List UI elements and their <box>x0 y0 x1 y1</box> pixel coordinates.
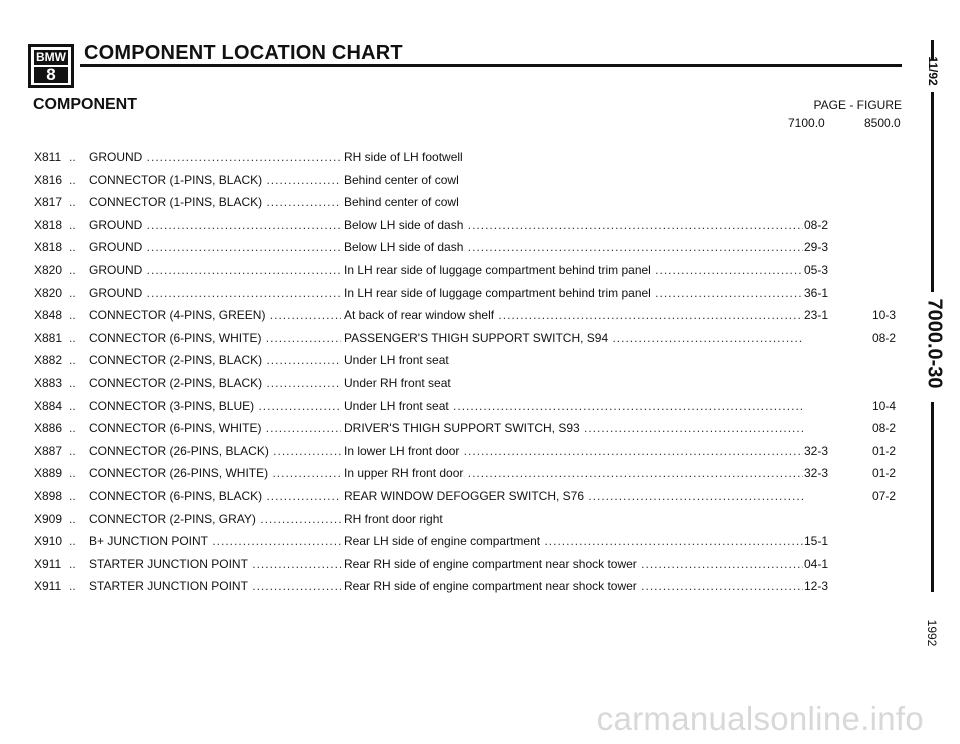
row-separator: .. <box>69 398 76 413</box>
component-name: CONNECTOR (2-PINS, BLACK) ..... <box>89 374 341 392</box>
component-name: GROUND ..... <box>89 261 341 279</box>
component-location: Rear RH side of engine compartment near shock tower ..... <box>344 577 803 595</box>
component-id: X911 <box>34 579 62 594</box>
row-separator: .. <box>69 511 76 526</box>
row-separator: .. <box>69 421 76 436</box>
component-id: X884 <box>34 398 63 413</box>
component-name: B+ JUNCTION POINT ..... <box>89 532 341 550</box>
component-id: X887 <box>34 443 63 458</box>
component-id: X818 <box>34 217 63 232</box>
row-separator: .. <box>69 556 76 571</box>
figure-ref: 01-2 <box>871 466 897 481</box>
component-name: CONNECTOR (1-PINS, BLACK) ..... <box>89 193 341 211</box>
page-ref: 23-1 <box>804 308 829 323</box>
component-location: Behind center of cowl <box>344 195 459 210</box>
figure-ref: 10-4 <box>871 398 897 413</box>
row-separator: .. <box>69 466 76 481</box>
component-id: X898 <box>34 489 63 503</box>
component-location: Under RH front seat <box>344 376 451 390</box>
title-rule <box>80 64 902 67</box>
component-name: CONNECTOR (2-PINS, GRAY) ..... <box>89 510 341 528</box>
component-name: CONNECTOR (26-PINS, BLACK) ..... <box>89 442 341 460</box>
watermark: carmanualsonline.info <box>596 700 924 737</box>
component-id: X816 <box>34 172 63 187</box>
page-title: COMPONENT LOCATION CHART <box>84 42 403 64</box>
figure-ref: 07-2 <box>871 489 897 503</box>
component-id: X909 <box>34 511 63 526</box>
component-location: REAR WINDOW DEFOGGER SWITCH, S76 ..... <box>344 487 803 505</box>
row-separator: .. <box>69 285 76 300</box>
component-id: X911 <box>34 556 62 571</box>
logo-text-top: BMW <box>36 50 66 64</box>
row-separator: .. <box>69 443 76 458</box>
component-id: X881 <box>34 330 63 345</box>
component-id: X820 <box>34 263 63 277</box>
side-section-code: 7000.0-30 <box>923 298 946 389</box>
component-location: Behind center of cowl <box>344 172 459 187</box>
bmw-8-logo <box>28 44 74 88</box>
component-location: RH front door right <box>344 511 443 526</box>
side-rule-lower <box>931 402 934 592</box>
page-ref: 05-3 <box>804 263 829 277</box>
row-separator: .. <box>69 376 76 390</box>
row-separator: .. <box>69 489 76 503</box>
component-name: CONNECTOR (1-PINS, BLACK) ..... <box>89 171 341 189</box>
side-year: 1992 <box>925 619 939 647</box>
component-heading: COMPONENT <box>33 96 137 113</box>
component-location: PASSENGER'S THIGH SUPPORT SWITCH, S94 ..... <box>344 329 803 347</box>
component-id: X889 <box>34 466 63 481</box>
page-subheading: 7100.0 <box>788 116 825 130</box>
component-name: CONNECTOR (26-PINS, WHITE) ..... <box>89 464 341 482</box>
page-ref: 04-1 <box>804 556 829 571</box>
page-ref: 12-3 <box>804 579 829 594</box>
row-separator: .. <box>69 330 76 345</box>
component-name: CONNECTOR (2-PINS, BLACK) ..... <box>89 351 341 369</box>
component-id: X882 <box>34 353 63 368</box>
component-location: Under LH front seat <box>344 353 449 368</box>
component-location: Under LH front seat ..... <box>344 397 803 415</box>
row-separator: .. <box>69 534 76 549</box>
page-ref: 15-1 <box>804 534 829 549</box>
component-id: X811 <box>34 150 62 164</box>
component-location: In upper RH front door ..... <box>344 464 803 482</box>
component-location: Rear LH side of engine compartment ..... <box>344 532 803 550</box>
component-name: GROUND ..... <box>89 284 341 302</box>
component-id: X886 <box>34 421 63 436</box>
page-ref: 29-3 <box>804 240 829 255</box>
figure-subheading: 8500.0 <box>864 116 901 130</box>
page-ref: 32-3 <box>804 466 829 481</box>
component-id: X883 <box>34 376 63 390</box>
component-id: X848 <box>34 308 63 323</box>
component-id: X818 <box>34 240 63 255</box>
component-location: RH side of LH footwell <box>344 150 463 164</box>
figure-ref: 08-2 <box>871 421 897 436</box>
component-name: GROUND ..... <box>89 216 341 234</box>
component-location: In lower LH front door ..... <box>344 442 803 460</box>
row-separator: .. <box>69 263 76 277</box>
component-location: Below LH side of dash ..... <box>344 216 803 234</box>
page-ref: 32-3 <box>804 443 829 458</box>
figure-ref: 01-2 <box>871 443 897 458</box>
component-location: Rear RH side of engine compartment near shock tower ..... <box>344 555 803 573</box>
component-name: GROUND ..... <box>89 238 341 256</box>
figure-ref: 08-2 <box>871 330 897 345</box>
row-separator: .. <box>69 150 76 164</box>
page-ref: 36-1 <box>804 285 829 300</box>
row-separator: .. <box>69 579 76 594</box>
side-date: 11/92 <box>926 56 940 86</box>
component-location: In LH rear side of luggage compartment behind trim panel ..... <box>344 284 803 302</box>
component-name: CONNECTOR (6-PINS, BLACK) ..... <box>89 487 341 505</box>
logo-text-bottom: 8 <box>34 67 68 83</box>
component-name: CONNECTOR (3-PINS, BLUE) ..... <box>89 397 341 415</box>
side-rule-upper <box>931 92 934 292</box>
page-ref: 08-2 <box>804 217 829 232</box>
component-name: STARTER JUNCTION POINT ..... <box>89 555 341 573</box>
row-separator: .. <box>69 353 76 368</box>
component-id: X910 <box>34 534 63 549</box>
row-separator: .. <box>69 217 76 232</box>
figure-ref: 10-3 <box>871 308 897 323</box>
component-id: X817 <box>34 195 63 210</box>
component-name: CONNECTOR (6-PINS, WHITE) ..... <box>89 329 341 347</box>
row-separator: .. <box>69 195 76 210</box>
component-location: DRIVER'S THIGH SUPPORT SWITCH, S93 ..... <box>344 419 803 437</box>
component-id: X820 <box>34 285 63 300</box>
component-name: GROUND ..... <box>89 148 341 166</box>
row-separator: .. <box>69 240 76 255</box>
component-location: Below LH side of dash ..... <box>344 238 803 256</box>
component-name: CONNECTOR (6-PINS, WHITE) ..... <box>89 419 341 437</box>
component-name: CONNECTOR (4-PINS, GREEN) ..... <box>89 306 341 324</box>
component-name: STARTER JUNCTION POINT ..... <box>89 577 341 595</box>
component-location: At back of rear window shelf ..... <box>344 306 803 324</box>
row-separator: .. <box>69 172 76 187</box>
row-separator: .. <box>69 308 76 323</box>
page-figure-heading: PAGE - FIGURE <box>813 98 902 112</box>
component-location: In LH rear side of luggage compartment behind trim panel ..... <box>344 261 803 279</box>
